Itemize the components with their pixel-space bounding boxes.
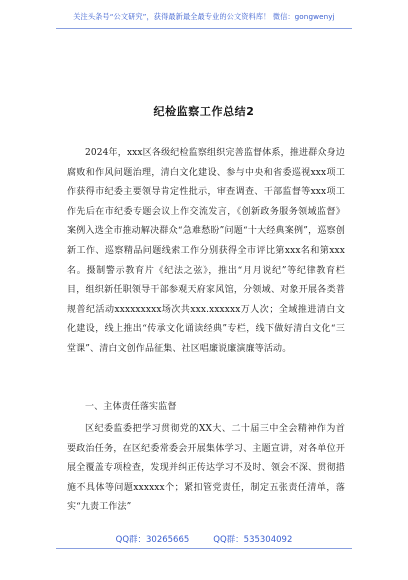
section-heading: 一、主体责任落实监督: [85, 402, 177, 412]
footer-divider: [56, 548, 352, 549]
body-paragraph-1: 2024年，xxx区各级纪检监察组织完善监督体系，推进群众身边腐败和作风问题治理，清白文化建设、参与中央和省委巡视xxx项工作获得市纪委主要领导肯定性批示，审查调查、干部监督等xxx项工作先后在市纪委专题会议上作交流发言，《创新政务服务领域监督》案例入选全市推动解决群众“急难愁盼”问题“十大经典案例”，巡察创新工作、巡察精品问题线索工作分别获得全市评比第xxx名和第xxx名。摄制警示教育片《纪法之弦》，推出“月月说纪”等纪律教育栏目，组织新任职领导干部参观天府家风馆，分领域、对象开展各类普规普纪活动xxxxxxxxx场次共xxx.xxxxxx万人次；全域推进清白文化建设，线上推出“传承文化诵读经典”专栏，线下做好清白文化“三堂课”、清白文创作品征集、社区唱廉说廉演廉等活动。: [67, 148, 345, 354]
footer-qq-group-1: QQ群：30265665: [115, 535, 190, 545]
document-title: 纪检监察工作总结2: [153, 105, 255, 118]
footer-contact: [0, 533, 408, 545]
header-banner: 关注头条号“公文研究”，获得最新最全最专业的公文资料库！ 微信：gongwenyj: [73, 12, 335, 21]
body-paragraph-2: 区纪委监委把学习贯彻党的XX大、二十届三中全会精神作为首要政治任务，在区纪委常委会开展集体学习、主题宣讲，对各单位开展全覆盖专项检查，发现并纠正传达学习不及时、领会不深、贯彻措施不具体等问题xxxxxx个；紧扣管党责任，制定五张责任清单，落实“九责工作法”: [67, 424, 345, 513]
footer-qq-group-2: QQ群：535304092: [213, 535, 293, 545]
header-divider: [56, 28, 352, 29]
